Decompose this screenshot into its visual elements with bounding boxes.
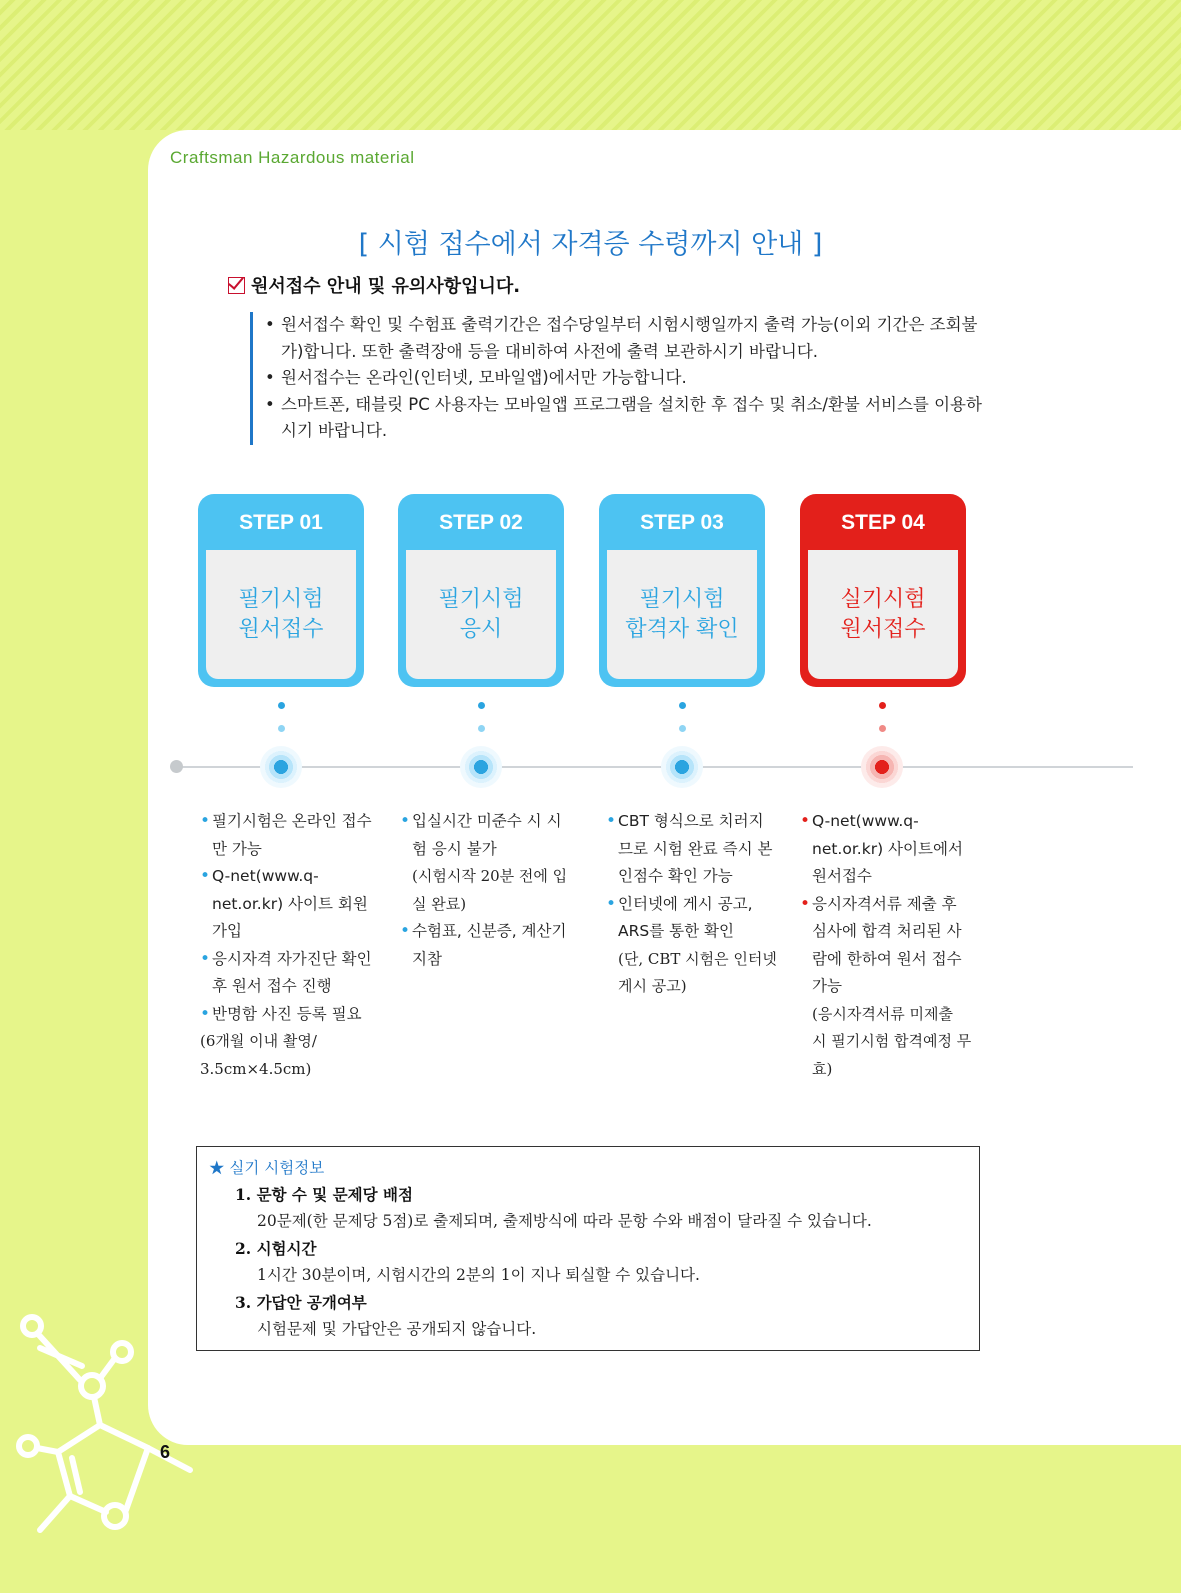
connector-dot (278, 725, 285, 732)
connector-dot (679, 725, 686, 732)
page-title: [ 시험 접수에서 자격증 수령까지 안내 ] (358, 229, 823, 260)
notice-item: • 원서접수는 온라인(인터넷, 모바일앱)에서만 가능합니다. (265, 365, 985, 392)
info-text: 20문제(한 문제당 5점)로 출제되며, 출제방식에 따라 문항 수와 배점이 달라질 수 있습니다. (257, 1212, 872, 1230)
info-text: 시험문제 및 가답안은 공개되지 않습니다. (257, 1320, 537, 1338)
step-label: STEP 04 (841, 511, 925, 534)
step-content (206, 550, 356, 679)
detail-note: (응시자격서류 미제출 시 필기시험 합격예정 무효) (812, 1004, 972, 1078)
step-content (406, 550, 556, 679)
page-number: 6 (160, 1442, 171, 1462)
step-details-1 (200, 808, 372, 1083)
info-heading: 2. 시험시간 (235, 1239, 317, 1258)
info-text: 1시간 30분이며, 시험시간의 2분의 1이 지나 퇴실할 수 있습니다. (257, 1266, 700, 1284)
step-label: STEP 01 (239, 511, 323, 534)
step-details-3 (606, 808, 778, 1001)
timeline-node-1 (260, 746, 302, 788)
notice-item: • 원서접수 확인 및 수험표 출력기간은 접수당일부터 시험시행일까지 출력 가능(이외 기간은 조회불가)합니다. 또한 출력장애 등을 대비하여 사전에 출력 보관하시기 바랍니다. (265, 312, 985, 365)
step-label: STEP 02 (439, 511, 523, 534)
detail-item: • Q-net(www.q-net.or.kr) 사이트 회원 가입 (200, 863, 372, 946)
notice-item: • 스마트폰, 태블릿 PC 사용자는 모바일앱 프로그램을 설치한 후 접수 및 취소/환불 서비스를 이용하시기 바랍니다. (265, 392, 985, 445)
detail-item: • 인터넷에 게시 공고, ARS를 통한 확인 (606, 891, 778, 946)
striped-banner (0, 0, 1181, 130)
subject-header: Craftsman Hazardous material (170, 148, 415, 167)
detail-item: • Q-net(www.q-net.or.kr) 사이트에서 원서접수 (800, 808, 972, 891)
step-line: 원서접수 (840, 616, 926, 642)
detail-note: (단, CBT 시험은 인터넷 게시 공고) (618, 949, 777, 995)
info-heading: 1. 문항 수 및 문제당 배점 (235, 1185, 413, 1204)
step-line: 필기시험 (639, 586, 725, 612)
step-content (607, 550, 757, 679)
connector-dot (278, 702, 285, 709)
step-card-3 (599, 494, 765, 687)
notice-heading-text: 원서접수 안내 및 유의사항입니다. (251, 276, 521, 297)
step-card-4 (800, 494, 966, 687)
step-label: STEP 03 (640, 511, 724, 534)
timeline-node-2 (460, 746, 502, 788)
step-content (808, 550, 958, 679)
detail-item: • 필기시험은 온라인 접수만 가능 (200, 808, 372, 863)
info-title: ★ 실기 시험정보 (209, 1159, 325, 1177)
step-line: 필기시험 (238, 586, 324, 612)
notice-heading (228, 272, 520, 298)
step-details-4 (800, 808, 972, 1083)
step-line: 필기시험 (438, 586, 524, 612)
timeline-node-3 (661, 746, 703, 788)
connector-dot (679, 702, 686, 709)
step-line: 응시 (459, 616, 503, 642)
step-line: 합격자 확인 (625, 616, 739, 642)
step-card-2 (398, 494, 564, 687)
step-details-2 (400, 808, 572, 973)
detail-item: • 응시자격서류 제출 후 심사에 합격 처리된 사람에 한하여 원서 접수 가능 (800, 891, 972, 1001)
detail-item: • 수험표, 신분증, 계산기 지참 (400, 918, 572, 973)
step-line: 원서접수 (238, 616, 324, 642)
step-line: 실기시험 (840, 586, 926, 612)
checkbox-icon (228, 277, 245, 294)
connector-dot (478, 702, 485, 709)
timeline-line (178, 766, 1133, 768)
connector-dot (879, 702, 886, 709)
connector-dot (879, 725, 886, 732)
detail-note: (시험시작 20분 전에 입실 완료) (412, 867, 568, 913)
notice-list (250, 312, 985, 445)
detail-item: • 반명함 사진 등록 필요 (200, 1001, 372, 1029)
detail-item: • 입실시간 미준수 시 시험 응시 불가 (400, 808, 572, 863)
detail-item: • 응시자격 자가진단 확인 후 원서 접수 진행 (200, 946, 372, 1001)
info-heading: 3. 가답안 공개여부 (235, 1293, 367, 1312)
timeline-start-dot (170, 760, 183, 773)
exam-info-box (196, 1146, 980, 1351)
connector-dot (478, 725, 485, 732)
step-card-1 (198, 494, 364, 687)
timeline-node-4 (861, 746, 903, 788)
detail-item: • CBT 형식으로 치러지므로 시험 완료 즉시 본인점수 확인 가능 (606, 808, 778, 891)
detail-note: (6개월 이내 촬영/ 3.5cm×4.5cm) (200, 1032, 317, 1078)
